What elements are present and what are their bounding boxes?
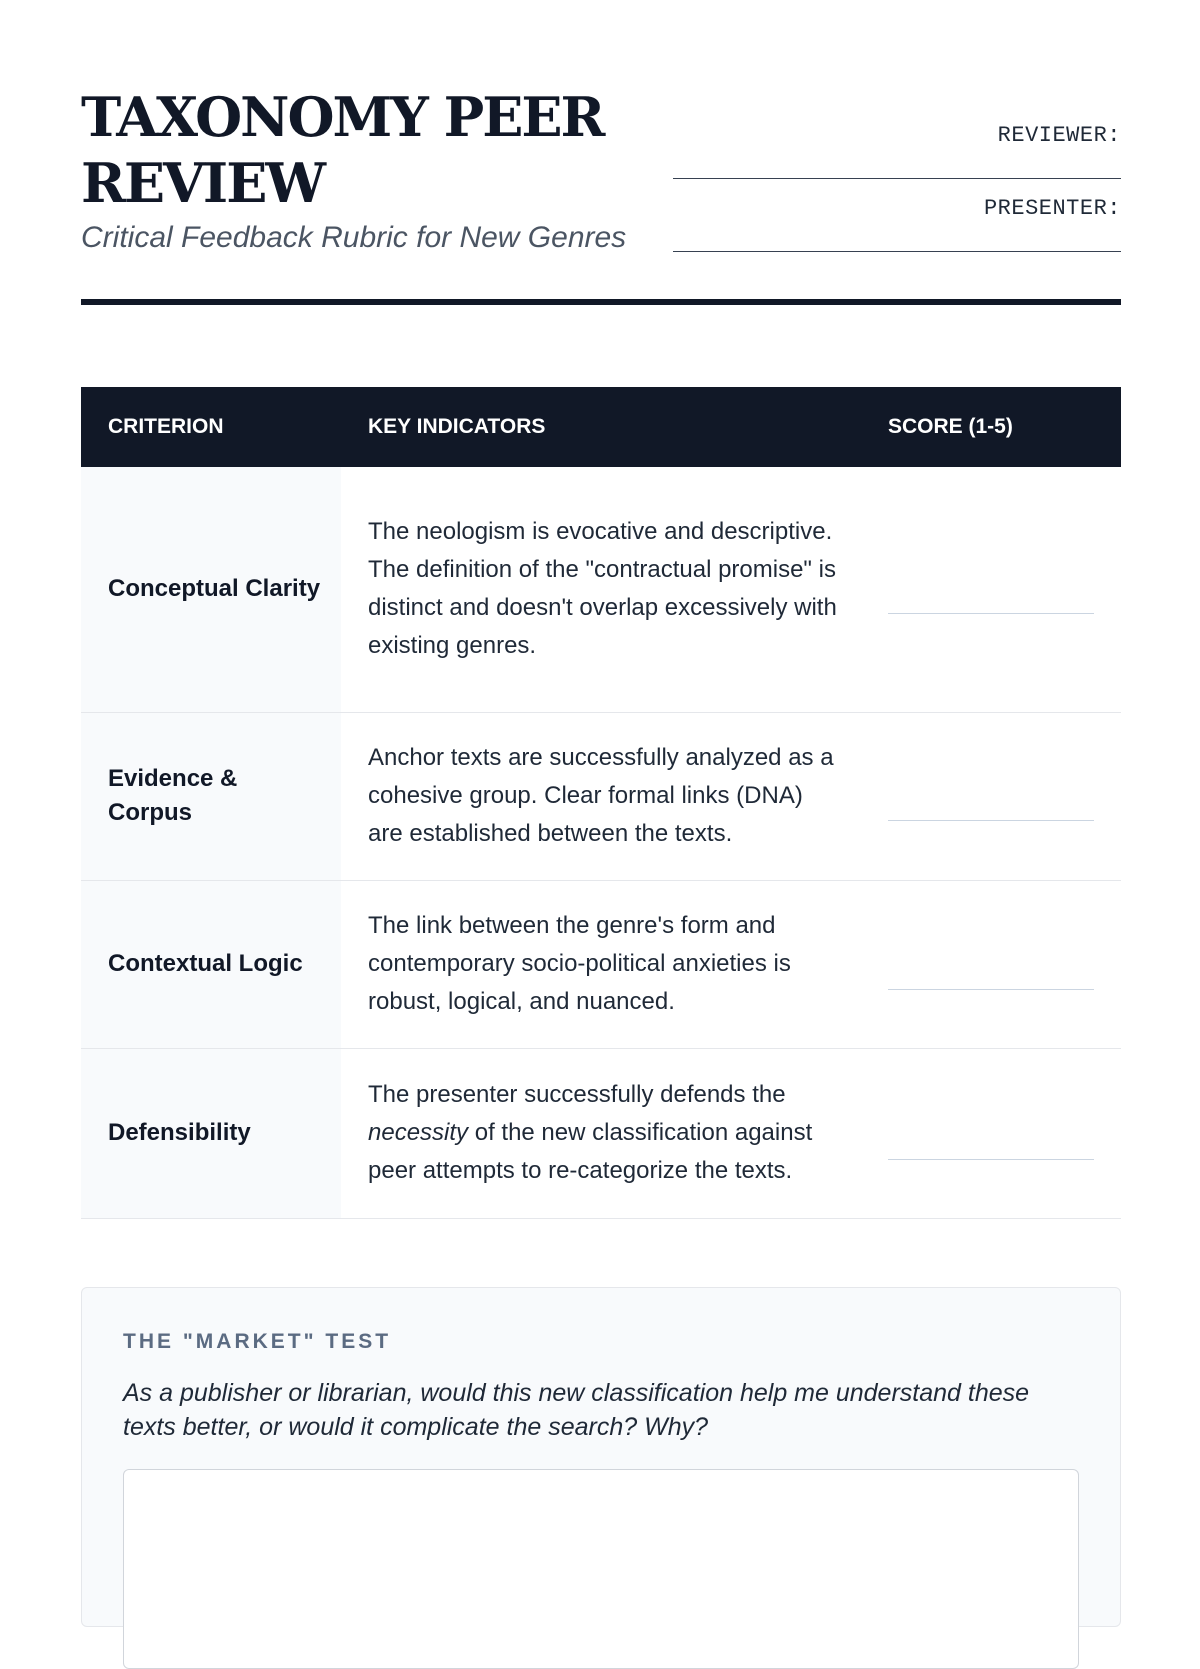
market-test-answer-box[interactable] xyxy=(123,1469,1079,1669)
score-cell xyxy=(861,1048,1121,1218)
criterion-contextual-logic: Contextual Logic xyxy=(108,950,303,977)
score-field-conceptual-clarity[interactable] xyxy=(888,613,1094,614)
reviewer-field[interactable] xyxy=(673,178,1121,179)
indicators-emphasis: necessity xyxy=(368,1119,469,1146)
column-header-criterion: CRITERION xyxy=(108,415,224,438)
presenter-field[interactable] xyxy=(673,251,1121,252)
table-row xyxy=(81,880,1121,1048)
indicators-text-end: of the new classification against peer attempts to re-categorize the texts. xyxy=(368,1119,813,1184)
table-row xyxy=(81,467,1121,712)
score-field-evidence-corpus[interactable] xyxy=(888,820,1094,821)
indicators-cell: The link between the genre's form and contemporary socio-political anxieties is robust, logical, and nuanced. xyxy=(341,880,861,1048)
presenter-label: PRESENTER: xyxy=(983,196,1121,221)
page-subtitle: Critical Feedback Rubric for New Genres xyxy=(81,221,627,254)
header-divider xyxy=(81,299,1121,305)
page-header xyxy=(81,0,1121,306)
page-title: TAXONOMY PEER REVIEW xyxy=(81,85,604,215)
score-cell xyxy=(861,880,1121,1048)
market-test-question: As a publisher or librarian, would this new classification help me understand these texts better, or would it complicate the search? Why? xyxy=(123,1379,1030,1441)
rubric-page xyxy=(81,0,1121,1441)
table-row xyxy=(81,1048,1121,1218)
rubric-table xyxy=(81,387,1121,1219)
indicators-cell xyxy=(341,1048,861,1218)
criterion-cell xyxy=(81,712,341,880)
criterion-cell xyxy=(81,880,341,1048)
score-field-contextual-logic[interactable] xyxy=(888,989,1094,990)
market-test-panel xyxy=(81,1287,1121,1627)
criterion-defensibility: Defensibility xyxy=(108,1119,251,1146)
reviewer-label: REVIEWER: xyxy=(997,123,1121,148)
indicators-cell: The neologism is evocative and descriptive. The definition of the "contractual promise" is distinct and doesn't overlap excessively with existing genres. xyxy=(341,467,861,712)
indicators-text-start: The presenter successfully defends the xyxy=(368,1081,786,1108)
indicators-cell: Anchor texts are successfully analyzed as a cohesive group. Clear formal links (DNA) are established between the texts. xyxy=(341,712,861,880)
criterion-cell xyxy=(81,467,341,712)
score-cell xyxy=(861,712,1121,880)
criterion-evidence-corpus: Evidence & Corpus xyxy=(108,765,238,826)
column-header-indicators: KEY INDICATORS xyxy=(368,415,546,438)
score-cell xyxy=(861,467,1121,712)
score-field-defensibility[interactable] xyxy=(888,1159,1094,1160)
table-row xyxy=(81,712,1121,880)
criterion-conceptual-clarity: Conceptual Clarity xyxy=(108,575,321,603)
column-header-score: SCORE (1-5) xyxy=(888,415,1013,438)
table-header-row xyxy=(81,387,1121,467)
criterion-cell xyxy=(81,1048,341,1218)
market-test-label: THE "MARKET" TEST xyxy=(123,1330,392,1353)
